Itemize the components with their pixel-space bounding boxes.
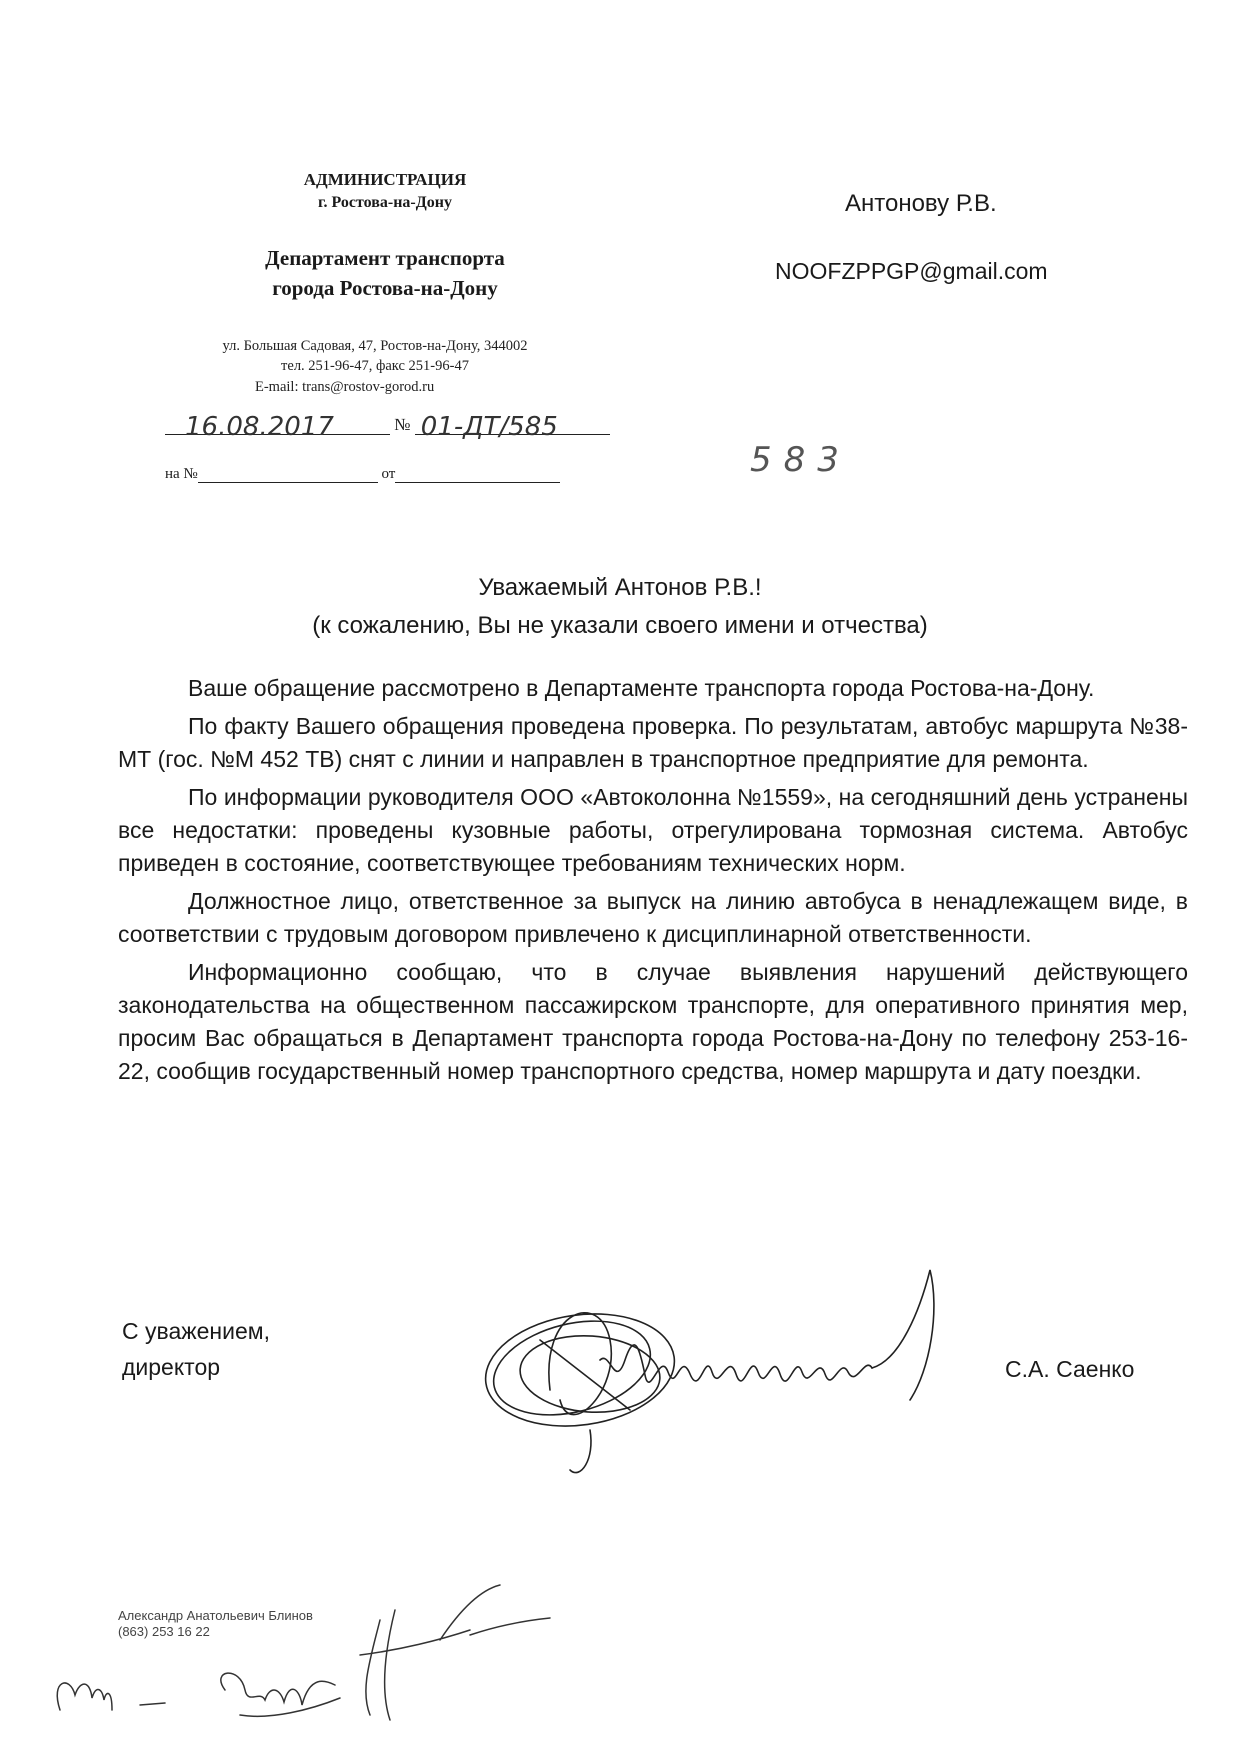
reply-to-line (165, 466, 560, 483)
paragraph: Информационно сообщаю, что в случае выявления нарушений действующего законодательства на общественном пассажирском транспорте, для оперативного принятия мер, просим Вас обращаться в Департамент транспорта города Ростова-на-Дону по телефону 253-16-22, сообщив государственный номер транспортного средства, номер маршрута и дату поездки. (118, 959, 1188, 1084)
handwritten-marks (40, 1580, 560, 1730)
paragraph: По факту Вашего обращения проведена проверка. По результатам, автобус маршрута №38-МТ (гос. №М 452 ТВ) снят с линии и направлен в транспортное предприятие для ремонта. (118, 713, 1188, 772)
outgoing-number-slot (415, 412, 610, 442)
department-address: ул. Большая Садовая, 47, Ростов-на-Дону, 344002 (222, 338, 528, 354)
registration-line (165, 412, 610, 442)
signer-position: директор (122, 1354, 221, 1380)
department-phone: тел. 251-96-47, факс 251-96-47 (281, 358, 469, 374)
letter-body (118, 672, 1188, 1093)
paragraph: Должностное лицо, ответственное за выпуск на линию автобуса в ненадлежащем виде, в соответствии с трудовым договором привлечено к дисциплинарной ответственности. (118, 888, 1188, 947)
closing-block (122, 1313, 270, 1385)
recipient-name: Антонову Р.В. (845, 190, 997, 217)
number-label: № (394, 415, 411, 434)
department-name-line1: Департамент транспорта (265, 246, 505, 270)
outgoing-date-slot (165, 412, 390, 442)
recipient-email: NOOFZPPGP@gmail.com (775, 258, 1048, 284)
executor-phone: (863) 253 16 22 (118, 1624, 210, 1639)
outgoing-date: 16.08.2017 (185, 412, 334, 442)
signer-name: С.А. Саенко (1005, 1356, 1135, 1382)
reply-from-slot (395, 467, 560, 483)
reply-from-label: от (381, 466, 396, 482)
org-city: г. Ростова-на-Дону (318, 194, 452, 211)
director-signature (480, 1250, 1000, 1490)
incoming-number-handwritten: 583 (750, 440, 851, 480)
reply-to-slot (198, 467, 378, 483)
paragraph: Ваше обращение рассмотрено в Департаменте транспорта города Ростова-на-Дону. (188, 675, 1095, 701)
executor-name: Александр Анатольевич Блинов (118, 1608, 313, 1623)
department-email: E-mail: trans@rostov-gorod.ru (255, 379, 435, 395)
reply-to-label: на № (165, 466, 198, 482)
salutation: Уважаемый Антонов Р.В.! (478, 574, 762, 601)
outgoing-number: 01-ДТ/585 (420, 412, 558, 442)
salutation-note: (к сожалению, Вы не указали своего имени и отчества) (312, 612, 928, 639)
org-name: АДМИНИСТРАЦИЯ (303, 170, 467, 189)
department-name-line2: города Ростова-на-Дону (272, 276, 498, 300)
closing-regards: С уважением, (122, 1318, 270, 1344)
paragraph: По информации руководителя ООО «Автоколонна №1559», на сегодняшний день устранены все недостатки: проведены кузовные работы, отрегулирована тормозная система. Автобус приведен в состояние, соответствующее требованиям технических норм. (118, 784, 1188, 876)
